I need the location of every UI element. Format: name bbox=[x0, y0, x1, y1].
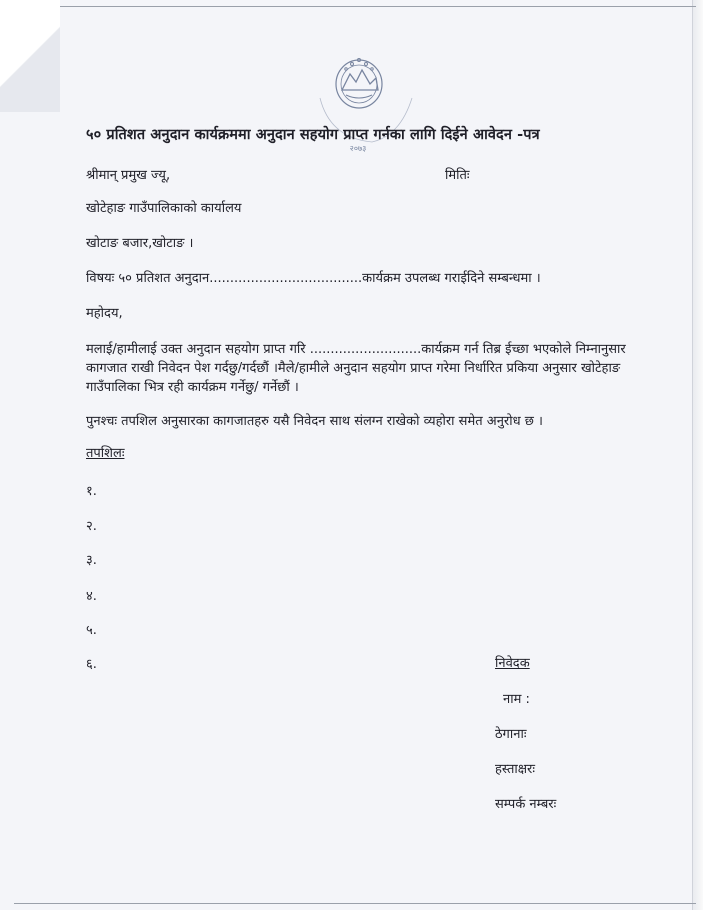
applicant-address-label: ठेगानाः bbox=[495, 727, 527, 742]
body-paragraph: मलाई/हामीलाई उक्त अनुदान सहयोग प्राप्त गरि ...........................कार्यक्रम गर्न तिब्र ईच्छा भएकोले निम्नानुसार कागजात राखी निवेदन पेश गर्दछु/गर्दछौं ।मैले/हामीले अनुदान सहयोग प्राप्त गरेमा निर्धारित प्रकिया अनुसार खोटेहाङ गाउँपालिका भित्र रही कार्यक्रम गर्नेछु/ गर्नेछौं । bbox=[86, 342, 626, 395]
applicant-signature-label: हस्ताक्षरः bbox=[495, 762, 536, 777]
recipient-office: खोटेहाङ गाउँपालिकाको कार्यालय bbox=[86, 201, 242, 216]
page-edge bbox=[692, 0, 703, 910]
attachment-item-number: २. bbox=[86, 519, 97, 534]
applicant-heading: निवेदक bbox=[495, 656, 530, 671]
attachment-item-number: १. bbox=[86, 484, 97, 499]
attachment-item-number: ६. bbox=[86, 657, 97, 672]
postscript-paragraph: पुनश्चः तपशिल अनुसारका कागजातहरु यसै निवेदन साथ संलग्न राखेको व्यहोरा समेत अनुरोध छ । bbox=[86, 414, 543, 429]
greeting: महोदय, bbox=[86, 306, 123, 321]
subject-line: विषयः ५० प्रतिशत अनुदान.....................................कार्यक्रम उपलब्ध गराईदिने सम्बन्धमा । bbox=[86, 271, 541, 286]
attachments-heading: तपशिलः bbox=[86, 446, 125, 461]
attachment-item-number: ४. bbox=[86, 589, 97, 604]
seal-year: २०७३ bbox=[349, 144, 367, 153]
applicant-name-label: नाम : bbox=[503, 692, 530, 707]
recipient-address: खोटाङ बजार,खोटाङ । bbox=[86, 236, 194, 251]
applicant-contact-label: सम्पर्क नम्बरः bbox=[495, 797, 557, 812]
scan-border-bottom bbox=[14, 903, 696, 904]
page-title: ५० प्रतिशत अनुदान कार्यक्रममा अनुदान सहयोग प्राप्त गर्नका लागि दिईने आवेदन -पत्र bbox=[86, 127, 540, 143]
folded-corner bbox=[0, 0, 60, 112]
scan-border-top bbox=[60, 6, 696, 7]
salutation: श्रीमान् प्रमुख ज्यू, bbox=[86, 168, 171, 183]
date-label: मितिः bbox=[445, 168, 470, 183]
attachment-item-number: ५. bbox=[86, 623, 97, 638]
attachment-item-number: ३. bbox=[86, 553, 97, 568]
